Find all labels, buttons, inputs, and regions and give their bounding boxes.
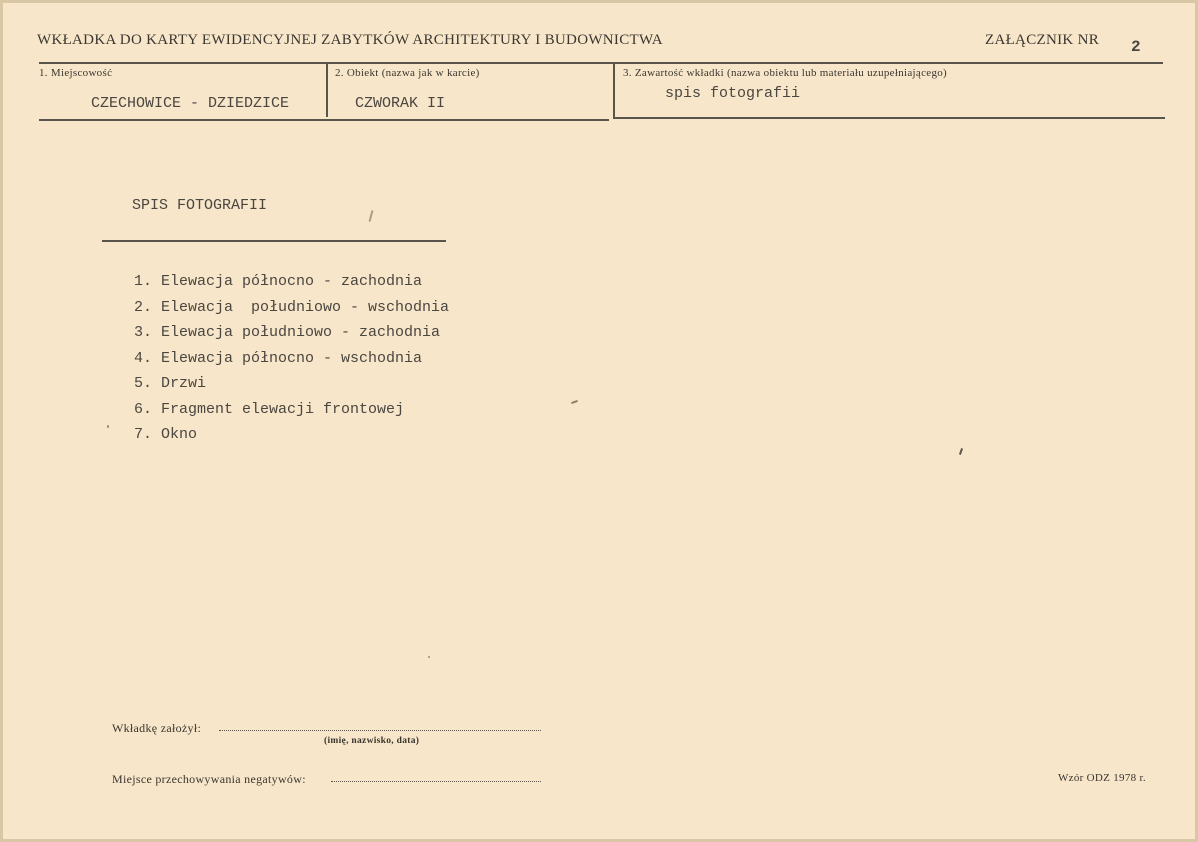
list-item: 2. Elewacja południowo - wschodnia: [134, 298, 450, 316]
list-heading: SPIS FOTOGRAFII: [132, 197, 268, 214]
content-label: 3. Zawartość wkładki (nazwa obiektu lub materiału uzupełniającego): [623, 67, 948, 79]
list-item: 7. Okno: [134, 426, 198, 443]
list-item: 1. Elewacja północno - zachodnia: [134, 273, 423, 290]
founded-label: Wkładkę założył:: [112, 721, 202, 735]
fields-rule: [613, 117, 1165, 119]
object-label: 2. Obiekt (nazwa jak w karcie): [335, 67, 480, 79]
list-item: 3. Elewacja południowo - zachodnia: [134, 324, 441, 341]
paper-speck: [428, 656, 430, 658]
fields-rule: [39, 119, 609, 121]
photo-list: [134, 273, 449, 452]
object-value: CZWORAK II: [355, 95, 446, 112]
form-version: Wzór ODZ 1978 r.: [1058, 772, 1146, 784]
list-item: 4. Elewacja północno - wschodnia: [134, 349, 423, 367]
list-item: 6. Fragment elewacji frontowej: [134, 400, 405, 418]
content-value: spis fotografii: [665, 85, 801, 102]
paper-speck: [368, 210, 373, 222]
storage-line: [331, 781, 541, 782]
list-item: 5. Drzwi: [134, 375, 207, 392]
founded-hint: (imię, nazwisko, data): [324, 736, 420, 746]
attachment-number: 2: [1131, 38, 1141, 56]
attachment-label: ZAŁĄCZNIK NR: [985, 32, 1100, 48]
field-divider: [613, 63, 615, 117]
founded-line: [219, 730, 541, 731]
locality-label: 1. Miejscowość: [39, 67, 113, 79]
field-divider: [326, 63, 328, 117]
heading-underline: [102, 240, 446, 242]
paper-speck: [571, 400, 578, 404]
locality-value: CZECHOWICE - DZIEDZICE: [91, 95, 290, 112]
header-rule: [39, 62, 1163, 64]
form-title: WKŁADKA DO KARTY EWIDENCYJNEJ ZABYTKÓW ARCHITEKTURY I BUDOWNICTWA: [37, 32, 663, 48]
paper-speck: [959, 448, 963, 455]
paper-speck: [107, 425, 109, 428]
storage-label: Miejsce przechowywania negatywów:: [112, 772, 306, 786]
